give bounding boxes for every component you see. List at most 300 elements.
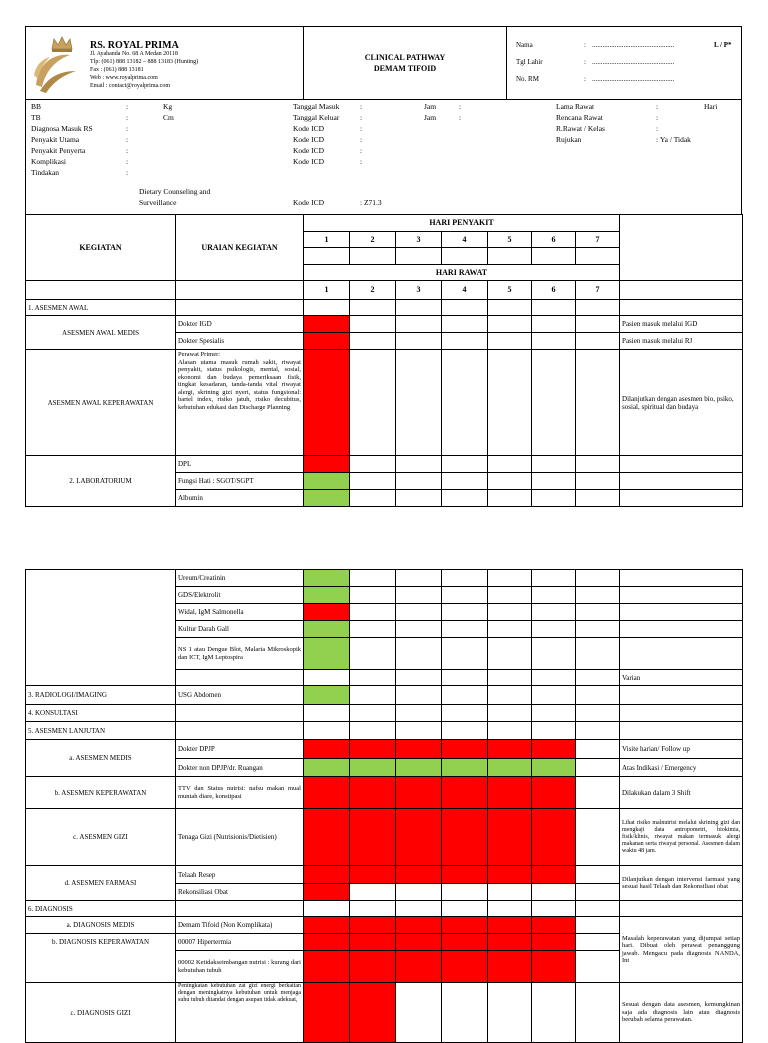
day-cell[interactable]	[396, 570, 442, 587]
text-label: 6. DIAGNOSIS	[26, 901, 176, 917]
day-cell[interactable]	[576, 638, 620, 670]
status-cell-red[interactable]	[304, 456, 350, 473]
status-cell-red[interactable]	[304, 884, 350, 901]
text-label: 3	[396, 232, 442, 248]
text-label: TB	[31, 113, 41, 122]
text-label: Dilanjutkan dengan intervensi farmasi yang sesuai hasil Telaah dan Rekonsiliasi obat	[620, 866, 743, 901]
day-cell[interactable]	[576, 740, 620, 759]
status-cell-red[interactable]	[488, 809, 532, 866]
day-cell[interactable]	[576, 934, 620, 951]
day-cell[interactable]	[442, 587, 488, 604]
text-label: Penyakit Utama	[31, 135, 80, 144]
status-cell-red[interactable]	[488, 740, 532, 759]
text-label: Ya / Tidak	[660, 135, 691, 144]
hospital-web: Web : www.royalprima.com	[90, 75, 158, 81]
status-cell-red[interactable]	[304, 917, 350, 934]
header-box	[25, 26, 742, 100]
day-cell[interactable]	[396, 456, 442, 473]
uraian-header: URAIAN KEGIATAN	[176, 215, 304, 281]
day-cell[interactable]	[576, 604, 620, 621]
table-cell	[176, 705, 304, 722]
info-right	[556, 103, 741, 147]
text-label: 7	[576, 281, 620, 300]
day-cell[interactable]	[396, 670, 442, 686]
text-label: b. ASESMEN KEPERAWATAN	[26, 777, 176, 809]
table-cell	[396, 705, 442, 722]
text-label: :	[126, 124, 129, 133]
table-cell	[350, 300, 396, 316]
day-cell[interactable]	[576, 456, 620, 473]
day-cell[interactable]	[576, 490, 620, 507]
table-cell	[176, 300, 304, 316]
text-label: Diagnosa Masuk RS	[31, 124, 93, 133]
text-label: :	[656, 135, 659, 144]
status-cell-red[interactable]	[304, 934, 350, 951]
day-cell[interactable]	[350, 686, 396, 705]
status-cell-red[interactable]	[304, 777, 350, 809]
table-cell	[620, 300, 743, 316]
status-cell-green[interactable]	[442, 759, 488, 777]
status-cell-green[interactable]	[304, 587, 350, 604]
day-cell[interactable]	[350, 604, 396, 621]
day-cell[interactable]	[488, 638, 532, 670]
day-cell[interactable]	[442, 490, 488, 507]
status-cell-red[interactable]	[304, 350, 350, 456]
day-cell[interactable]	[442, 350, 488, 456]
status-cell-red[interactable]	[350, 777, 396, 809]
day-cell[interactable]	[532, 587, 576, 604]
status-cell-green[interactable]	[304, 686, 350, 705]
patient-row-dob	[516, 58, 741, 75]
day-cell[interactable]	[488, 621, 532, 638]
text-label: R.Rawat / Kelas	[556, 124, 605, 133]
text-label: 5	[488, 232, 532, 248]
day-cell[interactable]	[396, 350, 442, 456]
day-cell[interactable]	[396, 248, 442, 265]
day-cell[interactable]	[576, 473, 620, 490]
day-cell[interactable]	[576, 983, 620, 1043]
status-cell-red[interactable]	[396, 917, 442, 934]
status-cell-red[interactable]	[488, 934, 532, 951]
day-cell[interactable]	[532, 333, 576, 350]
day-cell[interactable]	[576, 951, 620, 983]
text-label: Dokter Spesialis	[176, 333, 304, 350]
text-label: TTV dan Status nutrisi: nafsu makan mual muntah diare, konstipasi	[176, 777, 304, 809]
text-label: :	[459, 113, 462, 122]
status-cell-red[interactable]	[488, 866, 532, 884]
gender-option[interactable]: L / P*	[714, 41, 732, 49]
day-cell[interactable]	[576, 248, 620, 265]
text-label: Jam	[424, 113, 437, 122]
day-cell[interactable]	[442, 473, 488, 490]
text-label: Lama Rawat	[556, 102, 595, 111]
info-row	[293, 125, 543, 136]
day-cell[interactable]	[488, 570, 532, 587]
day-cell[interactable]	[576, 917, 620, 934]
text-label: :	[126, 157, 129, 166]
day-cell[interactable]	[350, 621, 396, 638]
status-cell-red[interactable]	[304, 983, 350, 1043]
text-label: Cm	[163, 113, 174, 122]
day-cell[interactable]	[304, 670, 350, 686]
status-cell-green[interactable]	[488, 759, 532, 777]
day-cell[interactable]	[488, 248, 532, 265]
text-label: Masalah keperawatan yang dijumpai setiap hari. Dibuat oleh perawat penanggung jawab. Mengacu pada diagnosis NANDA, Int	[620, 917, 743, 983]
day-cell[interactable]	[396, 638, 442, 670]
status-cell-green[interactable]	[304, 621, 350, 638]
day-cell[interactable]	[350, 456, 396, 473]
status-cell-red[interactable]	[442, 951, 488, 983]
day-cell[interactable]	[396, 621, 442, 638]
day-cell[interactable]	[350, 333, 396, 350]
text-label: Dokter non DPJP/dr. Ruangan	[176, 759, 304, 777]
day-cell[interactable]	[442, 604, 488, 621]
text-label: Penyakit Penyerta	[31, 146, 86, 155]
status-cell-red[interactable]	[396, 777, 442, 809]
text-label: :	[360, 135, 363, 144]
info-box	[25, 100, 742, 215]
text-label: 7	[576, 232, 620, 248]
day-cell[interactable]	[532, 686, 576, 705]
status-cell-green[interactable]	[304, 473, 350, 490]
info-row	[556, 136, 741, 147]
day-cell[interactable]	[532, 473, 576, 490]
table-cell	[532, 705, 576, 722]
status-cell-green[interactable]	[532, 759, 576, 777]
patient-row-name	[516, 41, 741, 58]
text-label: 6	[532, 281, 576, 300]
day-cell[interactable]	[532, 456, 576, 473]
text-label: a. DIAGNOSIS MEDIS	[26, 917, 176, 934]
table-row	[26, 983, 743, 1043]
day-cell[interactable]	[304, 248, 350, 265]
status-cell-red[interactable]	[304, 951, 350, 983]
text-label: :	[656, 102, 659, 111]
table-cell	[442, 300, 488, 316]
day-cell[interactable]	[488, 884, 532, 901]
day-cell[interactable]	[576, 316, 620, 333]
day-cell[interactable]	[532, 983, 576, 1043]
text-label: Rujukan	[556, 135, 582, 144]
status-cell-red[interactable]	[532, 951, 576, 983]
info-row	[293, 114, 543, 125]
table-row	[26, 705, 743, 722]
text-label: ASESMEN AWAL KEPERAWATAN	[26, 350, 176, 456]
text-label: Kg	[163, 102, 173, 111]
table-cell	[442, 722, 488, 740]
table-cell	[350, 901, 396, 917]
text-label: 4. KONSULTASI	[26, 705, 176, 722]
text-label: :	[126, 113, 129, 122]
status-cell-green[interactable]	[396, 759, 442, 777]
day-cell[interactable]	[350, 587, 396, 604]
info-row	[556, 125, 741, 136]
section-title: 1. ASESMEN AWAL	[26, 300, 176, 316]
status-cell-red[interactable]	[396, 740, 442, 759]
text-label: :	[126, 146, 129, 155]
day-cell[interactable]	[442, 686, 488, 705]
text-label: No. RM	[516, 75, 539, 83]
status-cell-red[interactable]	[350, 809, 396, 866]
status-cell-green[interactable]	[304, 759, 350, 777]
text-label: d. ASESMEN FARMASI	[26, 866, 176, 901]
day-cell[interactable]	[532, 638, 576, 670]
day-cell[interactable]	[532, 490, 576, 507]
day-cell[interactable]	[576, 621, 620, 638]
day-cell[interactable]	[442, 456, 488, 473]
patient-row-rm	[516, 75, 741, 92]
day-cell[interactable]	[532, 884, 576, 901]
text-label: :	[360, 113, 363, 122]
day-cell[interactable]	[488, 333, 532, 350]
day-cell[interactable]	[350, 570, 396, 587]
status-cell-red[interactable]	[304, 316, 350, 333]
status-cell-green[interactable]	[304, 638, 350, 670]
status-cell-red[interactable]	[396, 951, 442, 983]
table-cell	[532, 722, 576, 740]
text-label: Tindakan	[31, 168, 60, 177]
day-cell[interactable]	[396, 316, 442, 333]
day-cell[interactable]	[488, 473, 532, 490]
table-cell	[396, 300, 442, 316]
status-cell-red[interactable]	[396, 934, 442, 951]
day-cell[interactable]	[532, 248, 576, 265]
text-label: Varian	[620, 670, 743, 686]
text-label: 1	[304, 281, 350, 300]
day-cell[interactable]	[576, 350, 620, 456]
day-cell[interactable]	[442, 316, 488, 333]
info-row	[293, 158, 543, 169]
day-cell[interactable]	[532, 350, 576, 456]
text-label: Fungsi Hati : SGOT/SGPT	[176, 473, 304, 490]
day-cell[interactable]	[576, 570, 620, 587]
pathway-table-2	[25, 569, 742, 1043]
text-label: BB	[31, 102, 42, 111]
day-cell[interactable]	[576, 866, 620, 884]
doc-title: CLINICAL PATHWAY	[364, 53, 446, 62]
text-label: NS 1 atau Dengue Blot, Malaria Mikroskopik dan ICT, IgM Leptospira	[176, 638, 304, 670]
day-cell[interactable]	[532, 570, 576, 587]
day-cell[interactable]	[488, 686, 532, 705]
day-cell[interactable]	[350, 490, 396, 507]
text-label: c. DIAGNOSIS GIZI	[26, 983, 176, 1043]
status-cell-red[interactable]	[488, 951, 532, 983]
day-cell[interactable]	[350, 350, 396, 456]
info-row	[31, 147, 281, 158]
text-label: 3	[396, 281, 442, 300]
day-cell[interactable]	[442, 248, 488, 265]
day-cell[interactable]	[488, 587, 532, 604]
day-cell[interactable]	[576, 809, 620, 866]
status-cell-green[interactable]	[350, 759, 396, 777]
day-cell[interactable]	[396, 490, 442, 507]
patient-rm-field[interactable]: ...............................................	[592, 75, 675, 83]
text-label: c. ASESMEN GIZI	[26, 809, 176, 866]
status-cell-red[interactable]	[442, 740, 488, 759]
status-cell-red[interactable]	[532, 934, 576, 951]
status-cell-red[interactable]	[396, 809, 442, 866]
status-cell-red[interactable]	[304, 604, 350, 621]
day-cell[interactable]	[488, 983, 532, 1043]
table-cell	[176, 901, 304, 917]
day-cell[interactable]	[396, 604, 442, 621]
status-cell-red[interactable]	[532, 777, 576, 809]
info-mid	[293, 103, 543, 169]
text-label: Kode ICD	[293, 146, 325, 155]
table-cell	[304, 722, 350, 740]
status-cell-red[interactable]	[532, 809, 576, 866]
text-label: :	[360, 102, 363, 111]
day-cell[interactable]	[442, 638, 488, 670]
status-cell-red[interactable]	[442, 809, 488, 866]
patient-dob-field[interactable]: ...............................................	[592, 58, 675, 66]
day-cell[interactable]	[488, 670, 532, 686]
day-cell[interactable]	[396, 473, 442, 490]
text-label: Hari	[704, 102, 718, 111]
day-cell[interactable]	[576, 587, 620, 604]
text-label: Tanggal Masuk	[293, 102, 340, 111]
table-row	[26, 722, 743, 740]
patient-block	[516, 41, 741, 92]
day-cell[interactable]	[576, 333, 620, 350]
table-cell	[350, 705, 396, 722]
day-cell[interactable]	[532, 621, 576, 638]
status-cell-red[interactable]	[350, 740, 396, 759]
day-cell[interactable]	[442, 983, 488, 1043]
hari-rawat-header: HARI RAWAT	[304, 265, 620, 281]
text-label: :	[360, 124, 363, 133]
day-cell[interactable]	[488, 316, 532, 333]
status-cell-red[interactable]	[442, 934, 488, 951]
day-cell[interactable]	[350, 473, 396, 490]
text-label: :	[126, 168, 129, 177]
dietary-label	[139, 188, 210, 207]
status-cell-red[interactable]	[350, 983, 396, 1043]
text-label: Tgl Lahir	[516, 58, 543, 66]
text-label: :	[126, 135, 129, 144]
day-cell[interactable]	[350, 638, 396, 670]
day-cell[interactable]	[396, 587, 442, 604]
table-row	[26, 570, 743, 587]
status-cell-red[interactable]	[350, 866, 396, 884]
hospital-address: Jl. Ayahanda No. 68 A Medan 20118	[90, 51, 178, 57]
day-cell[interactable]	[488, 456, 532, 473]
day-cell[interactable]	[488, 604, 532, 621]
day-cell[interactable]	[442, 621, 488, 638]
text-label: Pasien masuk melalui RJ	[620, 333, 743, 350]
status-cell-green[interactable]	[304, 570, 350, 587]
day-cell[interactable]	[532, 670, 576, 686]
text-label: 1	[304, 232, 350, 248]
status-cell-red[interactable]	[442, 777, 488, 809]
day-cell[interactable]	[532, 604, 576, 621]
text-label: Tenaga Gizi (Nutrisionis/Dietisien)	[176, 809, 304, 866]
table-row	[26, 777, 743, 809]
text-label: Visite harian/ Follow up	[620, 740, 743, 759]
day-cell[interactable]	[396, 333, 442, 350]
status-cell-red[interactable]	[396, 866, 442, 884]
table-row	[26, 866, 743, 884]
day-cell[interactable]	[532, 316, 576, 333]
day-cell[interactable]	[488, 490, 532, 507]
text-label: DPL	[176, 456, 304, 473]
status-cell-red[interactable]	[304, 809, 350, 866]
text-label: a. ASESMEN MEDIS	[26, 740, 176, 777]
text-label: 4	[442, 232, 488, 248]
text-label: :	[459, 102, 462, 111]
status-cell-green[interactable]	[304, 490, 350, 507]
day-cell[interactable]	[350, 884, 396, 901]
text-label: Rekonsiliasi Obat	[176, 884, 304, 901]
text-label: Kode ICD	[293, 157, 325, 166]
status-cell-red[interactable]	[350, 917, 396, 934]
status-cell-red[interactable]	[304, 740, 350, 759]
day-cell[interactable]	[576, 670, 620, 686]
text-label: Tanggal Keluar	[293, 113, 340, 122]
status-cell-red[interactable]	[442, 866, 488, 884]
header-divider-left	[303, 27, 304, 99]
text-label: 4	[442, 281, 488, 300]
status-cell-red[interactable]	[304, 333, 350, 350]
hospital-phone: Tlp: (061) 888 13182 – 888 13183 (Hunting)	[90, 59, 199, 65]
day-cell[interactable]	[442, 884, 488, 901]
header-row	[26, 215, 743, 232]
status-cell-red[interactable]	[532, 866, 576, 884]
day-cell[interactable]	[576, 759, 620, 777]
text-label: b. DIAGNOSIS KEPERAWATAN	[26, 934, 176, 983]
table-cell	[304, 705, 350, 722]
table-row	[26, 316, 743, 333]
day-cell[interactable]	[442, 333, 488, 350]
text-label: 00007 Hipertermia	[176, 934, 304, 951]
day-cell[interactable]	[350, 316, 396, 333]
text-label: Kode ICD	[293, 124, 325, 133]
status-cell-red[interactable]	[532, 917, 576, 934]
table-cell	[576, 722, 620, 740]
table-row	[26, 350, 743, 456]
text-label: Kultur Darah Gall	[176, 621, 304, 638]
status-cell-red[interactable]	[488, 917, 532, 934]
day-cell[interactable]	[396, 884, 442, 901]
day-cell[interactable]	[442, 670, 488, 686]
day-cell[interactable]	[396, 686, 442, 705]
day-cell[interactable]	[576, 777, 620, 809]
day-cell[interactable]	[350, 248, 396, 265]
status-cell-red[interactable]	[442, 917, 488, 934]
day-cell[interactable]	[396, 983, 442, 1043]
text-label: Perawat Primer:	[178, 351, 221, 358]
status-cell-red[interactable]	[488, 777, 532, 809]
text-label: Dilanjutkan dengan asesmen bio, psiko, sosial, spiritual dan budaya	[620, 350, 743, 456]
day-cell[interactable]	[576, 686, 620, 705]
info-row	[31, 103, 281, 114]
info-row	[31, 158, 281, 169]
info-row	[31, 169, 281, 180]
day-cell[interactable]	[442, 570, 488, 587]
status-cell-red[interactable]	[304, 866, 350, 884]
patient-name-field[interactable]: ...............................................	[592, 41, 675, 49]
status-cell-red[interactable]	[350, 951, 396, 983]
table-cell	[304, 901, 350, 917]
status-cell-red[interactable]	[532, 740, 576, 759]
day-cell[interactable]	[576, 884, 620, 901]
text-label: Jam	[424, 102, 437, 111]
text-label: 00002 Ketidakseimbangan nutrisi : kurang dari kebutuhan tubuh	[176, 951, 304, 983]
day-cell[interactable]	[350, 670, 396, 686]
day-cell[interactable]	[488, 350, 532, 456]
status-cell-red[interactable]	[350, 934, 396, 951]
table-cell	[620, 901, 743, 917]
